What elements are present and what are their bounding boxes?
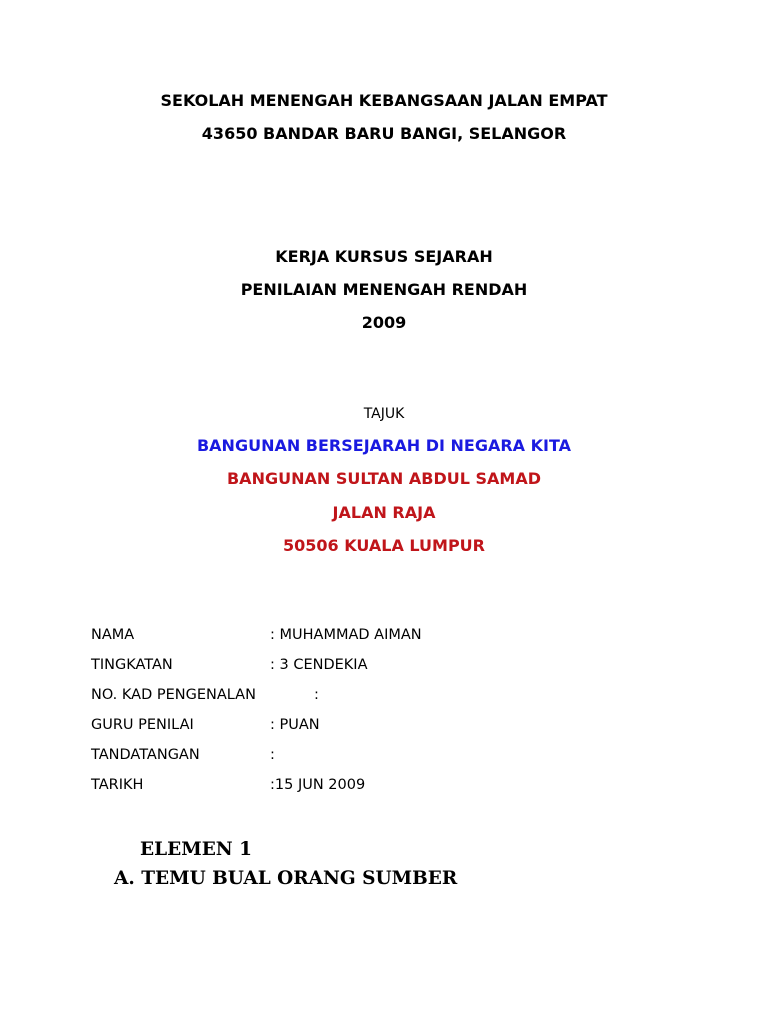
element-heading: ELEMEN 1 (140, 839, 253, 860)
assessment-name: PENILAIAN MENENGAH RENDAH (240, 280, 528, 299)
detail-value-kad-pengenalan: : (314, 687, 319, 703)
topic-label: TAJUK (363, 406, 405, 422)
topic-city: 50506 KUALA LUMPUR (283, 536, 485, 555)
detail-label-tandatangan: TANDATANGAN (91, 747, 200, 763)
detail-value-guru-penilai: : PUAN (270, 717, 320, 733)
detail-value-tandatangan: : (270, 747, 275, 763)
detail-value-tingkatan: : 3 CENDEKIA (270, 657, 368, 673)
section-heading: A. TEMU BUAL ORANG SUMBER (114, 868, 458, 889)
detail-label-kad-pengenalan: NO. KAD PENGENALAN (91, 687, 256, 703)
coursework-year: 2009 (361, 313, 407, 332)
school-name: SEKOLAH MENENGAH KEBANGSAAN JALAN EMPAT (160, 91, 608, 110)
detail-label-nama: NAMA (91, 627, 135, 643)
detail-label-tingkatan: TINGKATAN (91, 657, 173, 673)
detail-value-nama: : MUHAMMAD AIMAN (270, 627, 422, 643)
topic-street: JALAN RAJA (332, 503, 436, 522)
school-address: 43650 BANDAR BARU BANGI, SELANGOR (201, 124, 567, 143)
topic-building: BANGUNAN SULTAN ABDUL SAMAD (226, 469, 541, 488)
topic-title: BANGUNAN BERSEJARAH DI NEGARA KITA (196, 436, 572, 455)
coursework-title: KERJA KURSUS SEJARAH (275, 247, 493, 266)
detail-label-tarikh: TARIKH (91, 777, 144, 793)
detail-label-guru-penilai: GURU PENILAI (91, 717, 194, 733)
detail-value-tarikh: :15 JUN 2009 (270, 777, 366, 793)
